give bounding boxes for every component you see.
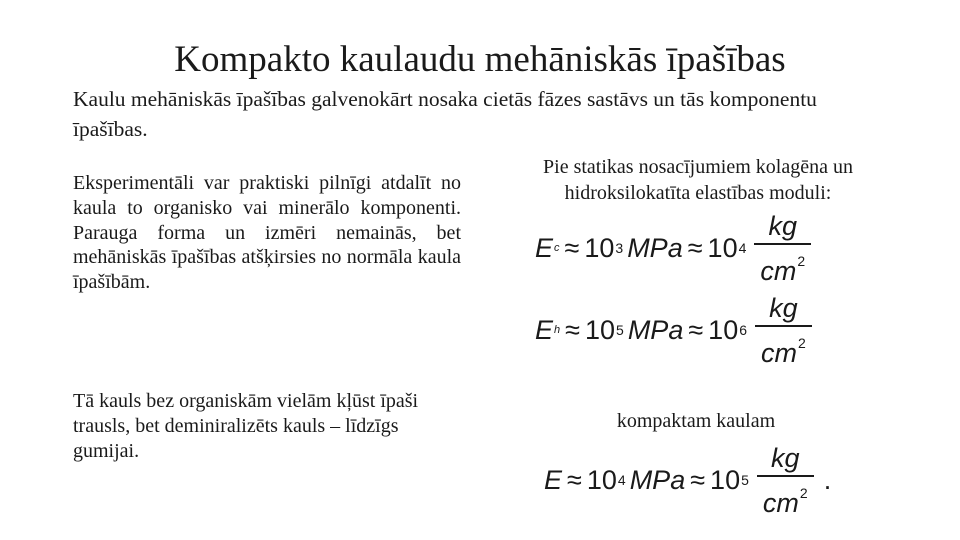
formula-hydroxy-modulus xyxy=(535,294,812,367)
approx-sign: ≈ xyxy=(688,314,704,345)
compact-bone-label: kompaktam kaulam xyxy=(616,410,776,432)
value2-base: 10 xyxy=(708,314,739,345)
approx-sign: ≈ xyxy=(687,232,703,263)
fraction-denominator xyxy=(754,245,811,285)
fraction-numerator: kg xyxy=(769,293,798,323)
fraction-denominator xyxy=(757,477,814,517)
unit-mpa: MPa xyxy=(627,232,683,263)
fraction-kg-per-cm2 xyxy=(755,294,812,367)
approx-sign: ≈ xyxy=(565,314,580,345)
formula-end-period: . xyxy=(823,464,832,495)
fraction-denominator xyxy=(755,327,812,367)
value2-exponent: 4 xyxy=(738,240,747,257)
fraction-numerator: kg xyxy=(768,211,798,241)
denominator-exponent: 2 xyxy=(797,252,806,269)
formula-compact-bone-modulus xyxy=(544,444,831,517)
value2-base: 10 xyxy=(710,464,741,495)
denominator-unit: cm xyxy=(761,337,798,368)
value2-exponent: 5 xyxy=(741,472,749,489)
value1-exponent: 3 xyxy=(615,240,624,257)
slide-title: Kompakto kaulaudu mehāniskās īpašības xyxy=(174,39,786,80)
denominator-exponent: 2 xyxy=(799,484,808,501)
unit-mpa: MPa xyxy=(627,314,684,345)
denominator-unit: cm xyxy=(760,255,797,286)
value1-exponent: 4 xyxy=(617,472,626,489)
value1-base: 10 xyxy=(584,314,616,345)
formula-symbol: E xyxy=(544,464,563,495)
value1-exponent: 5 xyxy=(616,322,624,339)
formula-symbol: E xyxy=(535,314,554,345)
fraction-kg-per-cm2 xyxy=(757,444,814,517)
unit-mpa: MPa xyxy=(629,464,686,495)
formula-subscript: h xyxy=(554,324,561,337)
fraction-numerator: kg xyxy=(771,443,800,473)
left-paragraph-consequence: Tā kauls bez organiskām vielām kļūst īpaši trausls, bet deminiralizēts kauls – līdzīgs gumijai. xyxy=(73,390,419,462)
formula-collagen-modulus xyxy=(535,212,811,285)
value2-base: 10 xyxy=(707,232,738,263)
value2-exponent: 6 xyxy=(739,322,748,339)
approx-sign: ≈ xyxy=(564,232,580,263)
left-paragraph-experiment: Eksperimentāli var praktiski pilnīgi atdalīt no kaula to organisko vai minerālo komponenti. Parauga forma un izmēri nemainās, bet mehāniskās īpašības atšķirsies no normāla kaula īpašībām. xyxy=(73,172,461,294)
denominator-unit: cm xyxy=(762,487,799,518)
intro-paragraph: Kaulu mehāniskās īpašības galvenokārt nosaka cietās fāzes sastāvs un tās komponentu īpašības. xyxy=(73,87,817,141)
denominator-exponent: 2 xyxy=(798,334,806,351)
formula-symbol: E xyxy=(535,232,554,263)
formula-subscript: c xyxy=(554,242,560,255)
value1-base: 10 xyxy=(584,232,615,263)
value1-base: 10 xyxy=(586,464,617,495)
right-intro-text: Pie statikas nosacījumiem kolagēna un hidroksilokatīta elastības moduli: xyxy=(543,156,853,204)
approx-sign: ≈ xyxy=(567,464,582,495)
approx-sign: ≈ xyxy=(690,464,706,495)
fraction-kg-per-cm2 xyxy=(754,212,811,285)
